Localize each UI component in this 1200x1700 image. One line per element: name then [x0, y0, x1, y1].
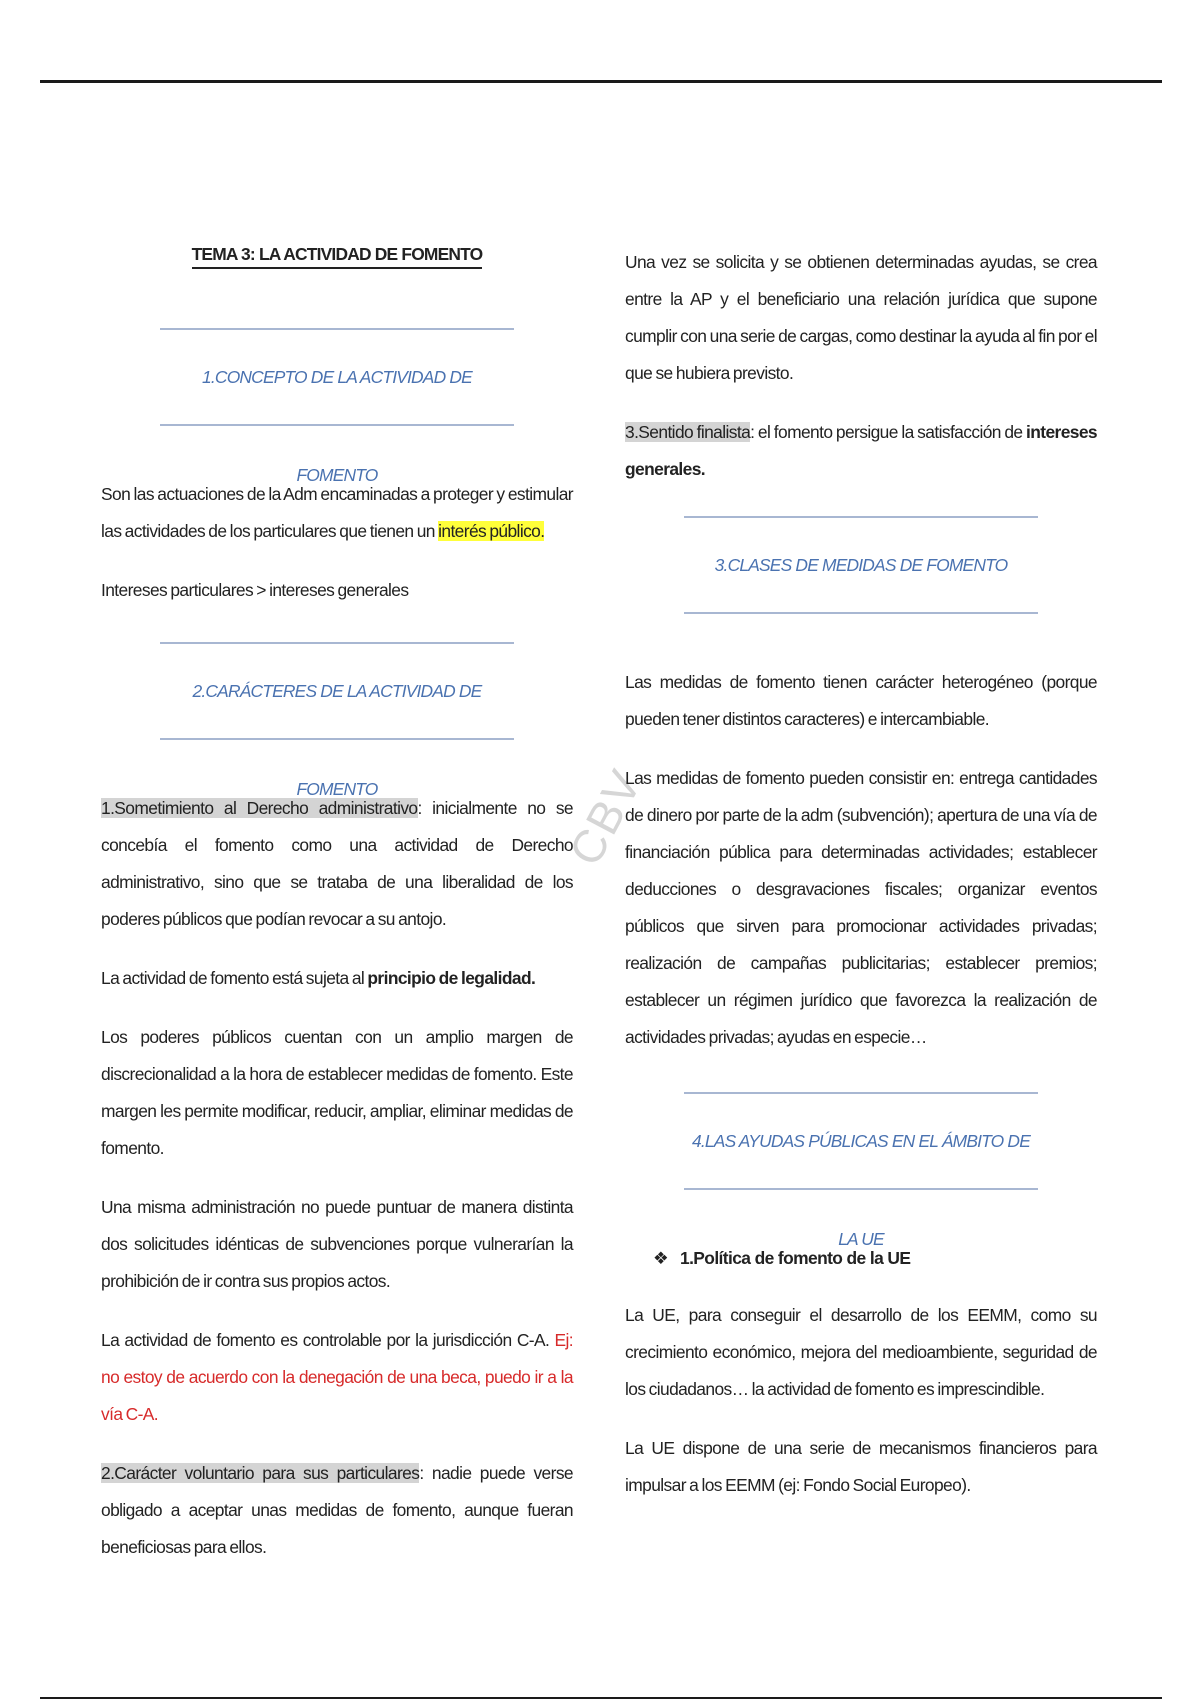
- section-heading-caracteres: [160, 642, 514, 799]
- text: : el fomento persigue la satisfacción de: [750, 422, 1027, 442]
- top-rule: [40, 80, 1162, 83]
- subheading-text: 1.Política de fomento de la UE: [680, 1248, 911, 1268]
- section-heading-text: 3.CLASES DE MEDIDAS DE FOMENTO: [714, 555, 1008, 575]
- document-title-text: TEMA 3: LA ACTIVIDAD DE FOMENTO: [192, 244, 483, 269]
- paragraph-medidas-lista: Las medidas de fomento pueden consistir en: entrega cantidades de dinero por parte de la adm (subvención); apertura de una vía de financiación pública para determinadas actividades; establecer deducciones o desgravaciones fiscales; organizar eventos públicos que sirven para promocionar actividades privadas; realización de campañas publicitarias; establecer premios; establecer un régimen jurídico que favorezca la realización de actividades privadas; ayudas en especie…: [625, 768, 1097, 1047]
- text: La actividad de fomento es controlable por la jurisdicción C-A.: [101, 1330, 555, 1350]
- paragraph-legalidad: [101, 960, 573, 997]
- highlight-label: 2.Carácter voluntario para sus particulares: [101, 1463, 420, 1483]
- document-title: [101, 244, 573, 280]
- section-heading-text: 1.CONCEPTO DE LA ACTIVIDAD DE FOMENTO: [202, 367, 472, 485]
- highlight-label: 1.Sometimiento al Derecho administrativo: [101, 798, 418, 818]
- highlight-interes-publico: interés público.: [438, 521, 545, 541]
- highlight-label: 3.Sentido finalista: [625, 422, 751, 442]
- paragraph-ue-mecanismos: La UE dispone de una serie de mecanismos financieros para impulsar a los EEMM (ej: Fondo Social Europeo).: [625, 1438, 1097, 1495]
- section-heading-text: 4.LAS AYUDAS PÚBLICAS EN EL ÁMBITO DE LA UE: [692, 1131, 1030, 1249]
- watermark: CBV: [558, 760, 652, 874]
- paragraph-sentido-finalista: [625, 414, 1097, 488]
- section-heading-concepto: [160, 328, 514, 485]
- example-red-text: Ej: no estoy de acuerdo con la denegación de una beca, puedo ir a la vía C-A.: [101, 1330, 573, 1424]
- text: : inicialmente no se concebía el fomento como una actividad de Derecho administrativo, sino que se trataba de una liberalidad de los poderes públicos que podían revocar a su antojo.: [101, 798, 573, 929]
- paragraph-jurisdiccion: [101, 1322, 573, 1433]
- text: La actividad de fomento está sujeta al: [101, 968, 368, 988]
- section-heading-ayudas-ue: [684, 1092, 1038, 1249]
- paragraph-ue-desarrollo: La UE, para conseguir el desarrollo de los EEMM, como su crecimiento económico, mejora del medioambiente, seguridad de los ciudadanos… la actividad de fomento es imprescindible.: [625, 1305, 1097, 1399]
- paragraph-discrecionalidad: Los poderes públicos cuentan con un amplio margen de discrecionalidad a la hora de establecer medidas de fomento. Este margen les permite modificar, reducir, ampliar, eliminar medidas de fomento.: [101, 1027, 573, 1158]
- paragraph-relacion-juridica: Una vez se solicita y se obtienen determinadas ayudas, se crea entre la AP y el beneficiario una relación jurídica que supone cumplir con una serie de cargas, como destinar la ayuda al fin por el que se hubiera previsto.: [625, 252, 1097, 383]
- paragraph-solicitudes: Una misma administración no puede puntuar de manera distinta dos solicitudes idénticas de subvenciones porque vulnerarían la prohibición de ir contra sus propios actos.: [101, 1197, 573, 1291]
- paragraph-intereses: Intereses particulares > intereses generales: [101, 580, 409, 600]
- section-heading-text: 2.CARÁCTERES DE LA ACTIVIDAD DE FOMENTO: [192, 681, 482, 799]
- right-column: [625, 244, 1097, 1504]
- paragraph-voluntario: [101, 1455, 573, 1566]
- left-column: [101, 244, 573, 1566]
- text: : nadie puede verse obligado a aceptar unas medidas de fomento, aunque fueran beneficiosas para ellos.: [101, 1463, 573, 1557]
- paragraph-heterogeneo: Las medidas de fomento tienen carácter heterogéneo (porque pueden tener distintos caracteres) e intercambiable.: [625, 672, 1097, 729]
- bold-text: intereses generales.: [625, 422, 1097, 479]
- diamond-bullet-icon: ❖: [653, 1248, 668, 1268]
- bottom-rule: [40, 1697, 1162, 1699]
- text: Son las actuaciones de la Adm encaminadas a proteger y estimular las actividades de los particulares que tienen un: [101, 484, 573, 541]
- bold-text: principio de legalidad.: [367, 968, 536, 988]
- section-heading-clases: [684, 516, 1038, 614]
